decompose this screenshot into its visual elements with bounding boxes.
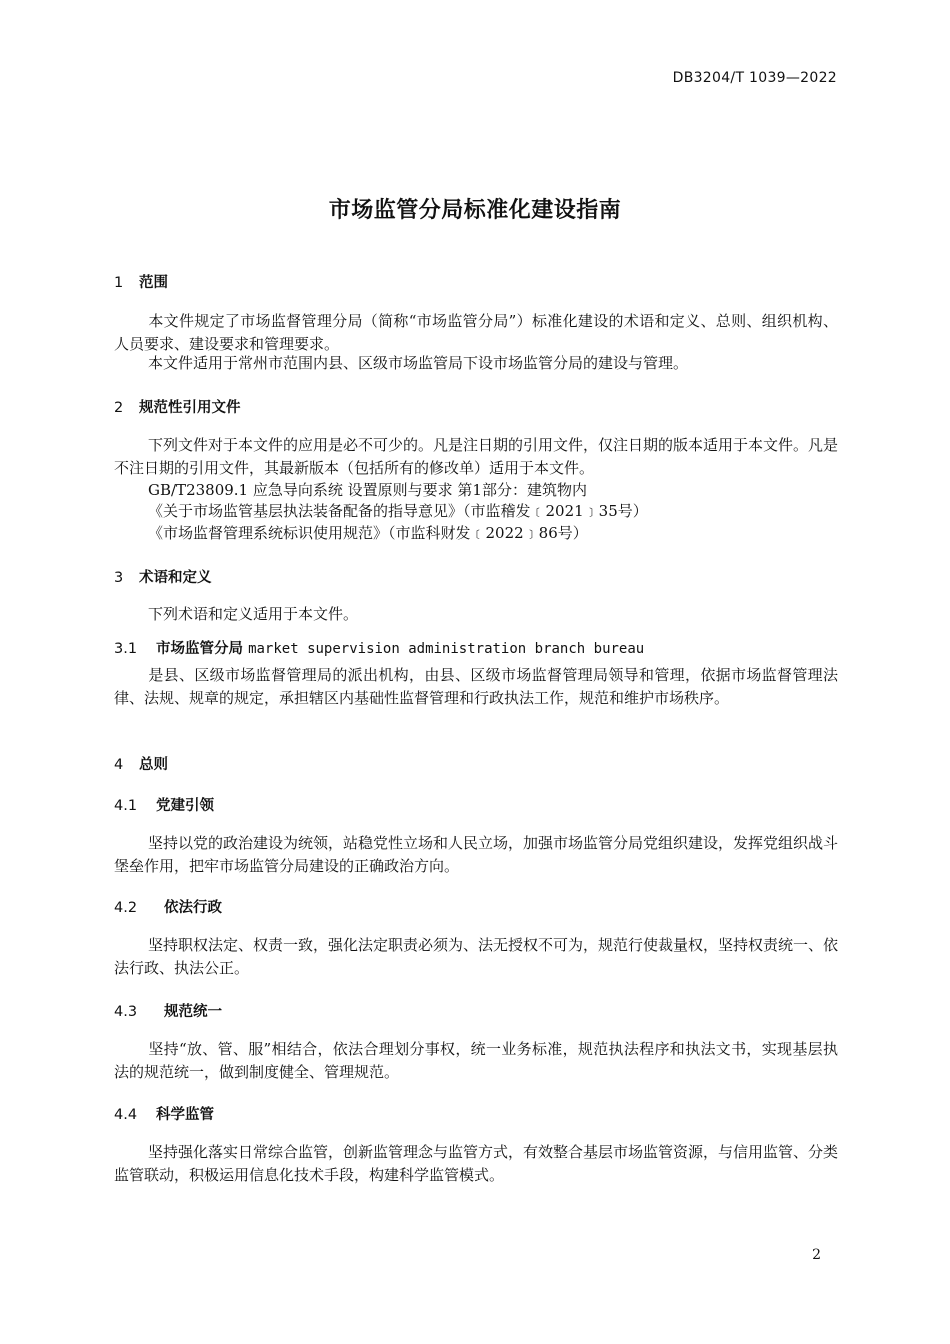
section-number: 1 [114,275,124,291]
term-en: market supervision administration branch bureau [248,641,645,657]
section-number: 3 [114,570,124,586]
section-4-heading [114,753,168,774]
paragraph-text: 是县、区级市场监督管理局的派出机构，由县、区级市场监督管理局领导和管理，依据市场监督管理法律、法规、规章的规定，承担辖区内基础性监督管理和行政执法工作，规范和维护市场秩序。 [114,666,838,707]
section-3-heading [114,566,212,587]
section-number: 2 [114,400,124,416]
section-number: 3.1 [114,641,138,657]
paragraph: 本文件适用于常州市范围内县、区级市场监管局下设市场监管分局的建设与管理。 [148,354,689,372]
subsection-4-3-heading [114,1000,222,1021]
paragraph-text: 坚持职权法定、权责一致，强化法定职责必须为、法无授权不可为，规范行使裁量权，坚持权责统一、依法行政、执法公正。 [114,936,839,977]
section-title: 党建引领 [156,798,214,814]
paragraph-text: 坚持以党的政治建设为统领，站稳党性立场和人民立场，加强市场监管分局党组织建设，发挥党组织战斗堡垒作用，把牢市场监管分局建设的正确政治方向。 [114,834,839,875]
section-1-heading [114,271,168,292]
paragraph [114,310,838,356]
section-title: 术语和定义 [139,570,212,586]
reference-item: 《市场监督管理系统标识使用规范》（市监科财发﹝2022﹞86号） [148,524,588,542]
section-title: 规范性引用文件 [139,400,241,416]
subsection-4-2-heading [114,896,222,917]
page-title: 市场监管分局标准化建设指南 [328,198,622,223]
section-number: 4.2 [114,900,138,916]
document-number: DB3204/T 1039—2022 [672,70,837,86]
paragraph [114,1038,838,1084]
reference-item: GB/T23809.1 应急导向系统 设置原则与要求 第1部分：建筑物内 [148,481,587,499]
subsection-3-1-heading [114,637,644,658]
paragraph [114,1141,838,1187]
section-title: 科学监管 [156,1107,214,1123]
term-zh: 市场监管分局 [156,641,243,657]
page-number: 2 [812,1247,821,1263]
paragraph-text: 坚持“放、管、服”相结合，依法合理划分事权，统一业务标准，规范执法程序和执法文书，实现基层执法的规范统一，做到制度健全、管理规范。 [114,1040,838,1081]
subsection-4-4-heading [114,1103,214,1124]
subsection-4-1-heading [114,794,214,815]
section-number: 4.4 [114,1107,138,1123]
paragraph [114,434,838,480]
paragraph-text: 下列文件对于本文件的应用是必不可少的。凡是注日期的引用文件，仅注日期的版本适用于本文件。凡是不注日期的引用文件，其最新版本（包括所有的修改单）适用于本文件。 [114,436,839,477]
section-number: 4.1 [114,798,138,814]
paragraph-text: 本文件规定了市场监督管理分局（简称“市场监管分局”）标准化建设的术语和定义、总则、组织机构、人员要求、建设要求和管理要求。 [114,312,838,353]
section-title: 依法行政 [164,900,222,916]
section-number: 4 [114,757,124,773]
section-title: 总则 [139,757,168,773]
paragraph: 下列术语和定义适用于本文件。 [148,605,359,623]
section-number: 4.3 [114,1004,138,1020]
paragraph [114,664,838,710]
reference-item: 《关于市场监管基层执法装备配备的指导意见》（市监稽发﹝2021﹞35号） [148,502,648,520]
paragraph [114,832,838,878]
section-2-heading [114,396,241,417]
paragraph [114,934,838,980]
section-title: 规范统一 [164,1004,222,1020]
paragraph-text: 坚持强化落实日常综合监管，创新监管理念与监管方式，有效整合基层市场监管资源，与信用监管、分类监管联动，积极运用信息化技术手段，构建科学监管模式。 [114,1143,839,1184]
section-title: 范围 [139,275,168,291]
